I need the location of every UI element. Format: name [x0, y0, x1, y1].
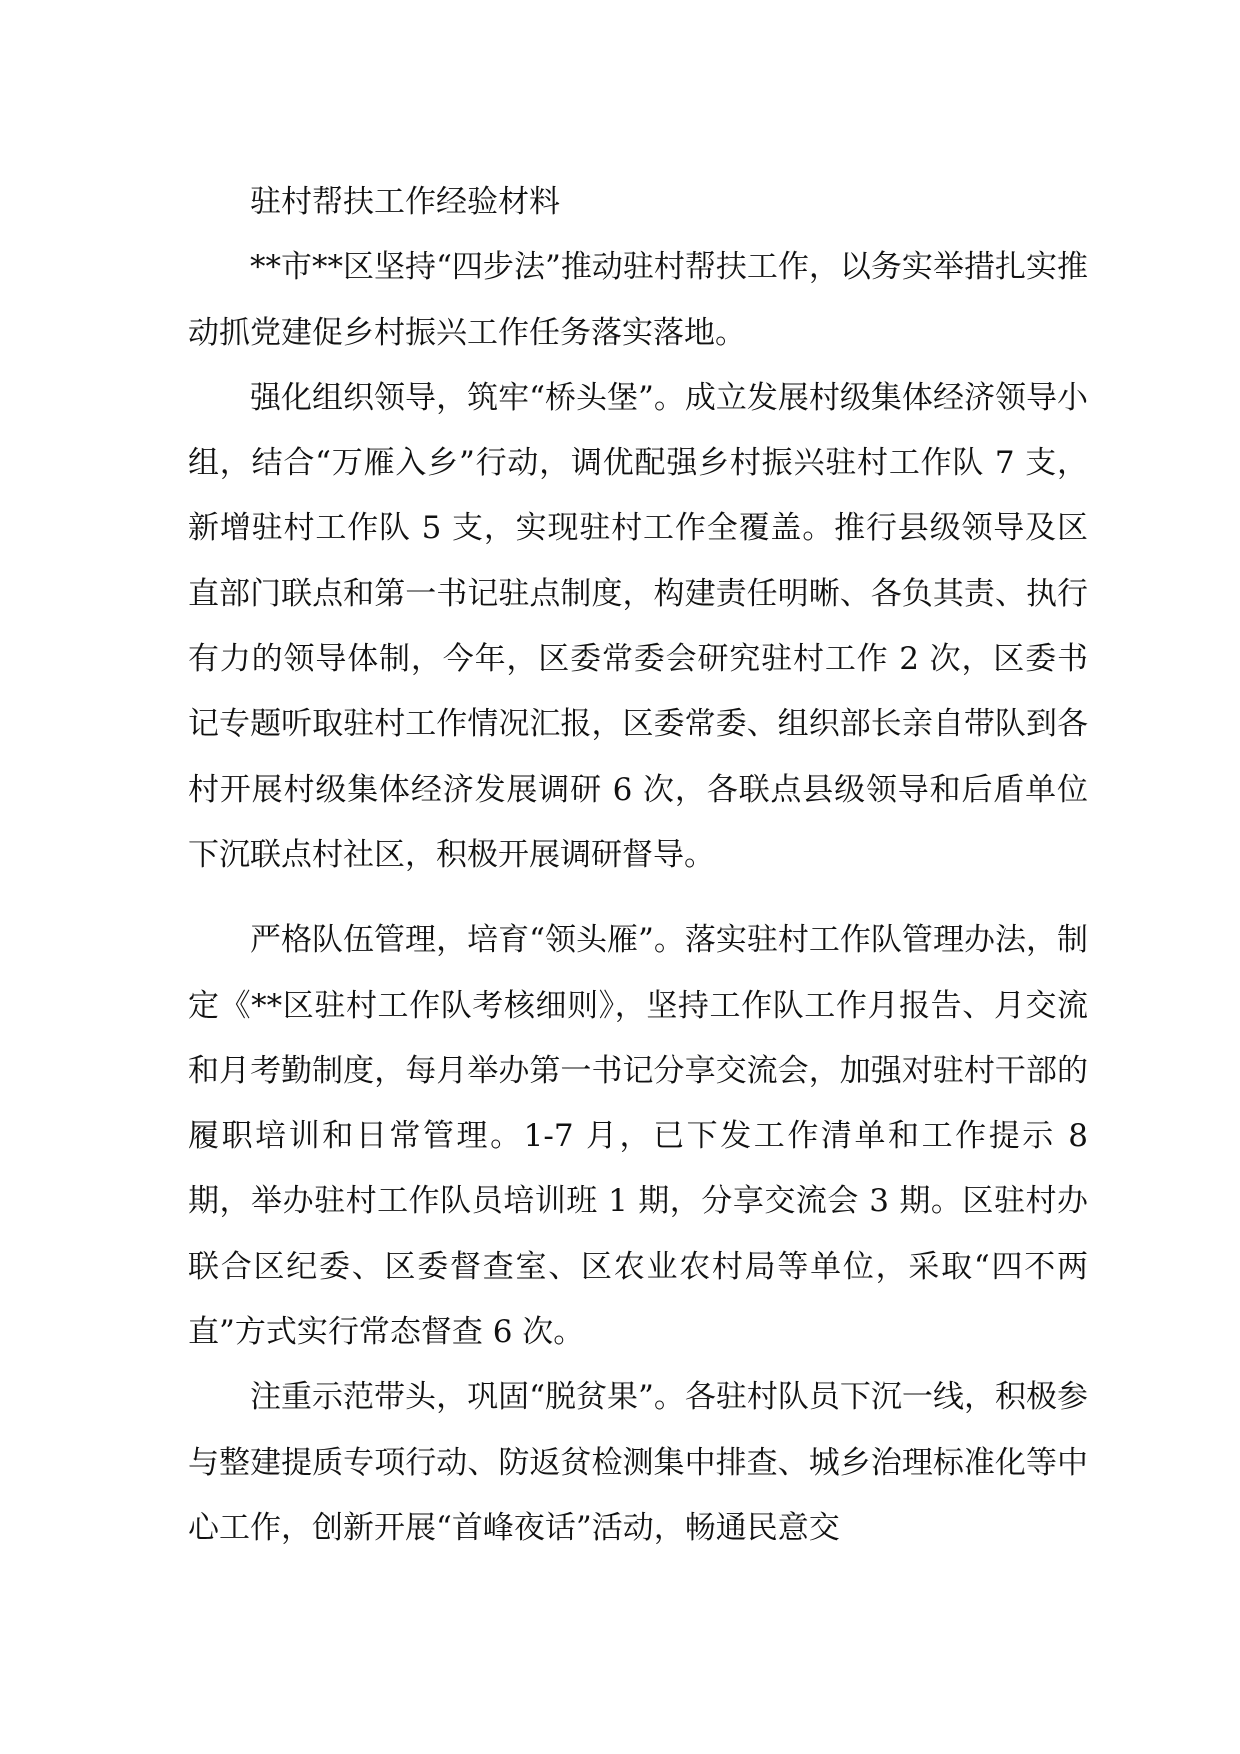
document-body	[188, 170, 1088, 1561]
paragraph-team-management: 严格队伍管理，培育“领头雁”。落实驻村工作队管理办法，制定《**区驻村工作队考核细则》，坚持工作队工作月报告、月交流和月考勤制度，每月举办第一书记分享交流会，加强对驻村干部的履职培训和日常管理。1-7 月，已下发工作清单和工作提示 8 期，举办驻村工作队员培训班 1 期，分享交流会 3 期。区驻村办联合区纪委、区委督查室、区农业农村局等单位，采取“四不两直”方式实行常态督查 6 次。	[188, 922, 1088, 1351]
document-title: 驻村帮扶工作经验材料	[250, 184, 560, 220]
paragraph-organization-leadership: 强化组织领导，筑牢“桥头堡”。成立发展村级集体经济领导小组，结合“万雁入乡”行动，调优配强乡村振兴驻村工作队 7 支，新增驻村工作队 5 支，实现驻村工作全覆盖。推行县级领导及区直部门联点和第一书记驻点制度，构建责任明晰、各负其责、执行有力的领导体制，今年，区委常委会研究驻村工作 2 次，区委书记专题听取驻村工作情况汇报，区委常委、组织部长亲自带队到各村开展村级集体经济发展调研 6 次，各联点县级领导和后盾单位下沉联点村社区，积极开展调研督导。	[188, 379, 1088, 873]
paragraph-demonstration: 注重示范带头，巩固“脱贫果”。各驻村队员下沉一线，积极参与整建提质专项行动、防返贫检测集中排查、城乡治理标准化等中心工作，创新开展“首峰夜话”活动，畅通民意交	[188, 1379, 1088, 1546]
paragraph-intro: **市**区坚持“四步法”推动驻村帮扶工作，以务实举措扎实推动抓党建促乡村振兴工作任务落实落地。	[188, 249, 1088, 351]
